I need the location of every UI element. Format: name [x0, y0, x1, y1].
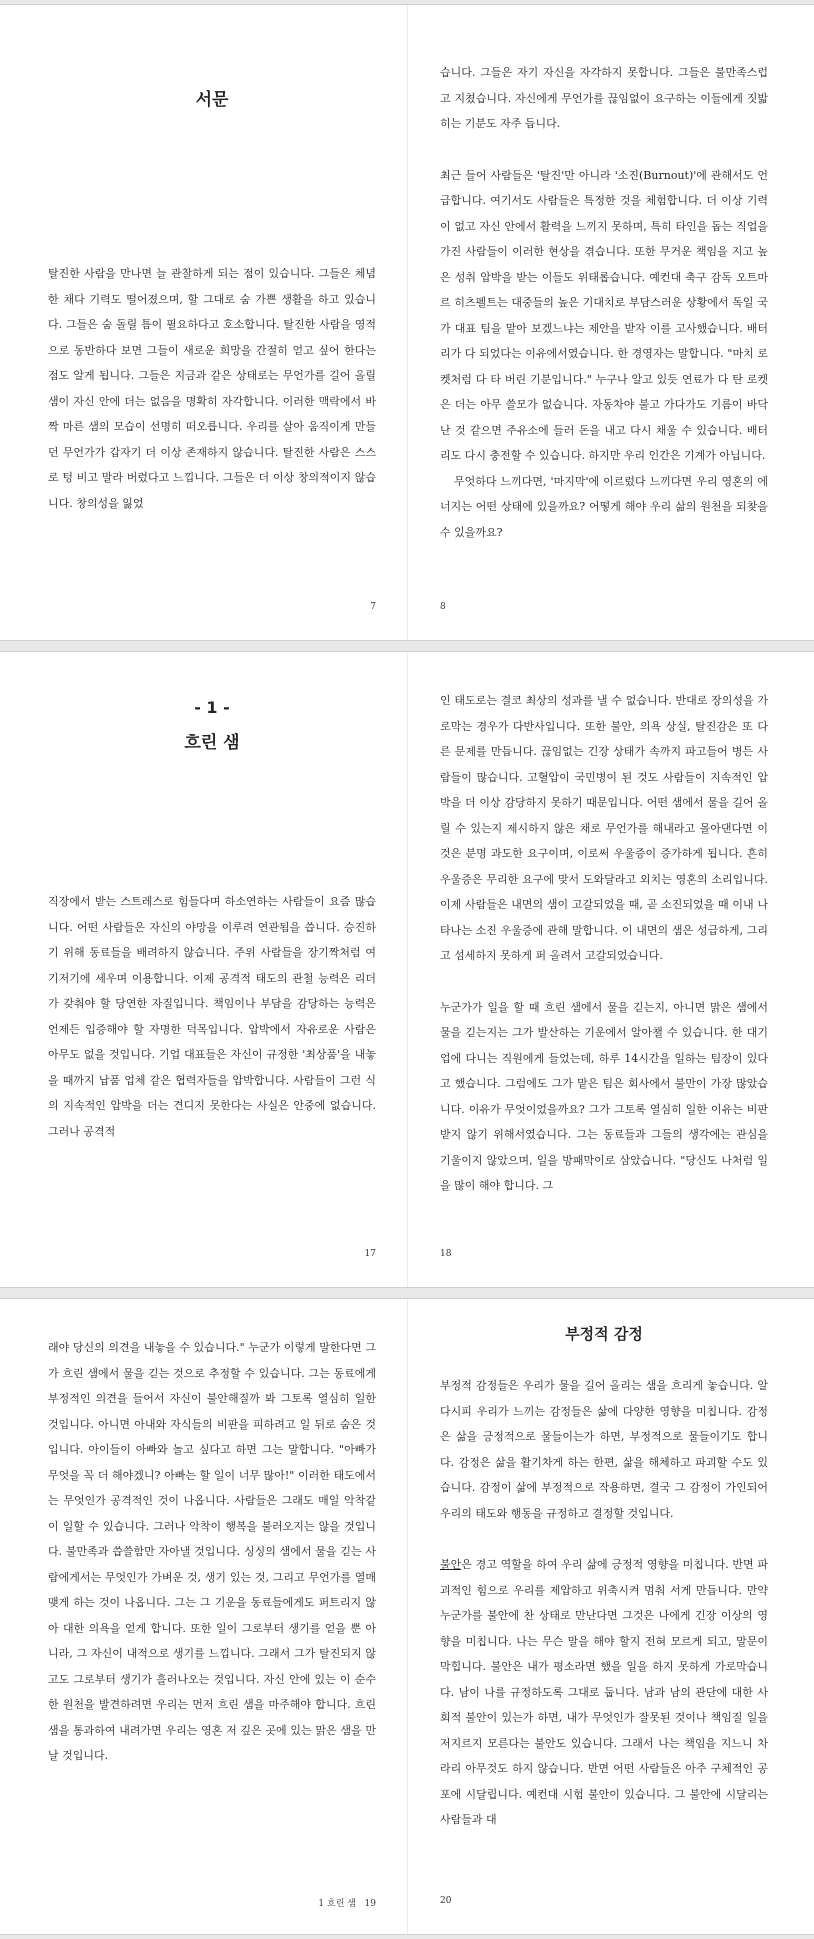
underlined-word: 불안	[440, 1558, 462, 1571]
page-number: 8	[440, 602, 446, 612]
spread-pages-19-20	[0, 1298, 814, 1935]
page-number: 17	[364, 1249, 376, 1259]
chapter-title: 흐린 샘	[184, 733, 240, 753]
page-number: 7	[370, 602, 376, 612]
page-8	[440, 5, 768, 640]
paragraph: 부정적 감정들은 우리가 물을 길어 올리는 샘을 흐리게 놓습니다. 알다시피 우리가 느끼는 감정들은 삶에 다양한 영향을 미칩니다. 감정은 삶을 긍정적으로 물들이는가 하면, 부정적으로 물들이기도 합니다. 감정은 삶을 활기차게 하는 한편, 삶을 해체하고 파괴할 수도 있습니다. 감정이 삶에 부정적으로 작용하면, 결국 그 감정이 가인되어 우리의 태도와 행동을 규정하고 결정할 것입니다.	[440, 1379, 768, 1520]
section-heading: 부정적 감정	[565, 1325, 643, 1343]
page-18	[440, 652, 768, 1287]
page-8-body	[440, 60, 768, 545]
page-19	[48, 1299, 376, 1934]
paragraph: 습니다. 그들은 자기 자신을 자각하지 못합니다. 그들은 불만족스럽고 지쳤습니다. 자신에게 무언가를 끊임없이 요구하는 이들에게 짓밟히는 기분도 자주 듭니다.	[440, 66, 768, 130]
page-20	[440, 1299, 768, 1934]
preface-heading: 서문	[195, 90, 229, 110]
paragraph: 최근 들어 사람들은 '탈진'만 아니라 '소진(Burnout)'에 관해서도 언급합니다. 여기서도 사람들은 특정한 것을 체험합니다. 더 이상 기력이 없고 자신 안에서 활력을 느끼지 못하며, 특히 타인을 돕는 직업을 가진 사람들이 이러한 현상을 겪습니다. 또한 무거운 책임을 지고 높은 성취 압박을 받는 이들도 위태롭습니다. 예컨대 축구 감독 오트마르 히츠펠트는 대중들의 높은 기대치로 부담스러운 상황에서 독일 국가 대표 팀을 맡아 보겠느냐는 제안을 받자 이를 고사했습니다. 배터리가 다 되었다는 이유에서였습니다. 한 경영자는 말합니다. "마치 로켓처럼 다 타 버린 기분입니다." 누구나 알고 있듯 연료가 다 탄 로켓은 더는 아무 쓸모가 없습니다. 자동차야 불고 가다가도 기름이 바닥난 것 같으면 주유소에 들러 돈을 내고 다시 채울 수 있습니다. 배터리도 다시 충전할 수 있습니다. 하지만 우리 인간은 기계가 아닙니다.	[440, 168, 768, 462]
spread-pages-7-8	[0, 4, 814, 641]
page-number: 19	[364, 1899, 376, 1909]
page-footer	[318, 1896, 376, 1909]
page-number: 18	[440, 1249, 452, 1259]
page-7	[48, 5, 376, 640]
page-7-body: 탈진한 사람을 만나면 늘 관찰하게 되는 점이 있습니다. 그들은 체념한 채다 기력도 떨어졌으며, 할 그대로 숨 가쁜 생활을 하고 있습니다. 그들은 숨 돌릴 틈이 필요하다고 호소합니다. 탈진한 사람을 영적으로 동반하다 보면 그들이 새로운 희망을 간절히 얻고 싶어 한다는 점도 알게 됩니다. 그들은 지금과 같은 상태로는 무언가를 길어 올릴 샘이 자신 안에 더는 없음을 명확히 자각합니다. 이러한 맥락에서 바짝 마른 샘의 모습이 선명히 떠오릅니다. 우리를 살아 움직이게 만들던 무언가가 갑자기 더 이상 존재하지 않습니다. 탈진한 사람은 스스로 텅 비고 말라 버렸다고 느낍니다. 그들은 더 이상 창의적이지 않습니다. 창의성을 잃었	[48, 267, 376, 510]
page-19-body: 래야 당신의 의견을 내놓을 수 있습니다." 누군가 이렇게 말한다면 그가 흐린 샘에서 물을 긷는 것으로 추정할 수 있습니다. 그는 동료에게 부정적인 의견을 들어서 자신이 불안해질까 봐 그토록 열심히 일한 것입니다. 아니면 아내와 자식들의 비판을 피하려고 일 뒤로 숨은 것입니다. 아이들이 아빠와 놀고 싶다고 하면 그는 말합니다. "아빠가 무엇을 꼭 더 해야겠니? 아빠는 할 일이 너무 많아!" 이러한 태도에서는 무엇인가 공격적인 것이 나옵니다. 사람들은 그래도 매일 악착같이 일할 수 있습니다. 그러나 악착이 행복을 불러오지는 않을 것입니다. 불만족과 씁쓸함만 자아낼 것입니다. 싱싱의 샘에서 물을 긷는 사람에게서는 무엇인가 가벼운 것, 생기 있는 것, 그리고 무언가를 열매 맺게 하는 것이 나옵니다. 그는 그 기운을 동료들에게도 퍼트리지 않아 대한 의욕을 얻게 합니다. 또한 일이 그로부터 생기를 얻을 뿐 아니라, 그 자신이 내적으로 생기를 느낍니다. 그래서 그가 탈진되지 않고도 그로부터 생기가 흘러나오는 것입니다. 자신 안에 있는 이 순수한 원천을 발견하려면 우리는 먼저 흐린 샘을 마주해야 합니다. 흐린 샘을 통과하여 내려가면 우리는 영혼 저 깊은 곳에 있는 맑은 샘을 만날 것입니다.	[48, 1341, 376, 1762]
paragraph: 인 태도로는 결코 최상의 성과를 낼 수 없습니다. 반대로 장의성을 가로막는 경우가 다반사입니다. 또한 불안, 의욕 상실, 탈진감은 또 다른 문제를 만듭니다. 끊임없는 긴장 상태가 속까지 파고들어 병든 사람들이 많습니다. 고혈압이 국민병이 된 것도 사람들이 지속적인 압박을 더 이상 감당하지 못하기 때문입니다. 어떤 샘에서 물을 길어 올릴 수 있는지 제시하지 않은 채로 무언가를 해내라고 몰아댄다면 이것은 분명 과도한 요구이며, 이로써 우울증이 증가하게 됩니다. 흔히 우울증은 무리한 요구에 맞서 도와달라고 외치는 영혼의 소리입니다. 이제 사람들은 내면의 샘이 고갈되었을 때, 곧 소진되었을 때 이내 나타나는 소진 우울증에 관해 말합니다. 이 내면의 샘은 성급하게, 그리고 섬세하지 못하게 퍼 올려서 고갈되었습니다.	[440, 694, 768, 962]
page-20-body	[440, 1373, 768, 1833]
paragraph: 무엇하다 느끼다면, '마지막'에 이르렀다 느끼다면 우리 영혼의 에너지는 어떤 상태에 있을까요? 어떻게 해야 우리 삶의 원천을 되찾을 수 있을까요?	[440, 474, 768, 539]
page-17-body: 직장에서 받는 스트레스로 힘들다며 하소연하는 사람들이 요즘 많습니다. 어떤 사람들은 자신의 야망을 이루려 연관됨을 씁니다. 승진하기 위해 동료들을 배려하지 않습니다. 주위 사람들을 장기짝처럼 여기저기에 세우며 이용합니다. 이제 공격적 태도의 관철 능력은 리더가 갖춰야 할 당연한 자질입니다. 책임이나 부담을 감당하는 능력은 언제든 입증해야 할 자명한 덕목입니다. 압박에서 자유로운 사람은 아무도 없을 것입니다. 기업 대표들은 자신이 규정한 '최상품'을 내놓을 때까지 납품 업체 같은 협력자들을 압박합니다. 사람들이 그런 식의 지속적인 압박을 더는 견디지 못한다는 사실은 안중에 없습니다. 그러나 공격적	[48, 895, 376, 1138]
paragraph: 누군가가 일을 할 때 흐린 샘에서 물을 긷는지, 아니면 맑은 샘에서 물을 긷는지는 그가 발산하는 기운에서 알아챌 수 있습니다. 한 대기업에 다니는 직원에게 들었는데, 하루 14시간을 일하는 팀장이 있다고 했습니다. 그럼에도 그가 맡은 팀은 회사에서 불만이 가장 많았습니다. 이유가 무엇이었을까요? 그가 그토록 열심히 일한 이유는 비판받지 않기 위해서였습니다. 그는 동료들과 그들의 생각에는 관심을 기울이지 않았으며, 일을 방패막이로 삼았습니다. "당신도 나처럼 일을 많이 해야 합니다. 그	[440, 1000, 768, 1192]
running-head: 1 흐린 샘	[318, 1899, 356, 1909]
paragraph: 불안은 경고 역할을 하여 우리 삶에 긍정적 영향을 미칩니다. 반면 파괴적인 힘으로 우리를 제압하고 위축시켜 멈춰 서게 만듭니다. 만약 누군가를 불안에 찬 상태로 만난다면 그것은 나에게 긴장 이상의 영향을 미칩니다. 나는 무슨 말을 해야 할지 전혀 모르게 되고, 말문이 막힙니다. 불안은 내가 평소라면 했을 일을 하지 못하게 가로막습니다. 남이 나를 규정하도록 그대로 둡니다. 남과 남의 관단에 대한 사회적 불안이 있는가 하면, 내가 무엇인가 잘못된 것이나 책임질 일을 저지르지 모른다는 불안도 있습니다. 그래서 나는 책임을 지느니 차라리 아무것도 하지 않습니다. 반면 어떤 사람들은 아주 구체적인 공포에 시달립니다. 예컨대 시험 불안이 있습니다. 그 불안에 시달리는 사람들과 대	[440, 1558, 768, 1826]
chapter-number: - 1 -	[194, 698, 230, 717]
page-17	[48, 652, 376, 1287]
page-number: 20	[440, 1896, 452, 1906]
page-18-body	[440, 688, 768, 1199]
spread-pages-17-18	[0, 651, 814, 1288]
